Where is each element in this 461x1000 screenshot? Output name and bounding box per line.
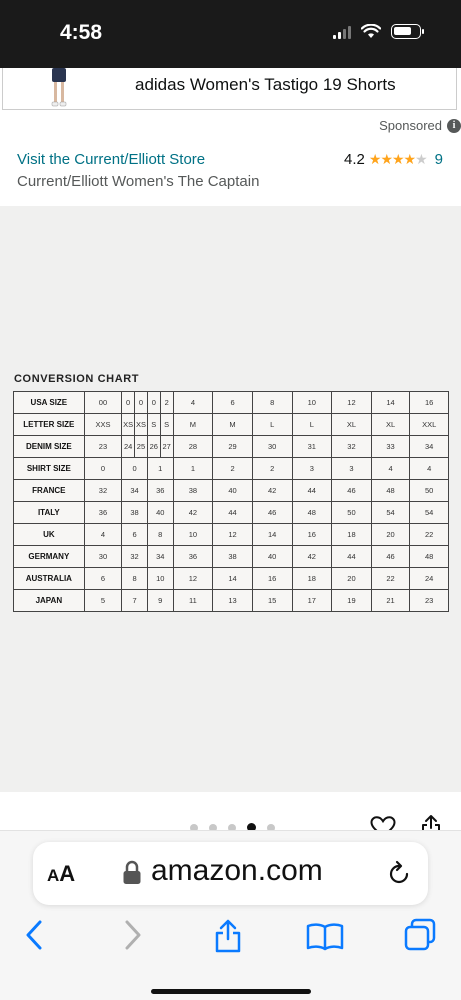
table-cell: 48 [371, 480, 410, 502]
table-row [14, 480, 449, 502]
table-cell: XS [122, 414, 135, 436]
table-cell: 3 [332, 458, 372, 480]
table-cell: 34 [147, 546, 173, 568]
table-cell: L [292, 414, 332, 436]
table-cell: 4 [371, 458, 410, 480]
table-cell: 4 [410, 458, 449, 480]
table-cell: 24 [122, 436, 135, 458]
sponsored-label[interactable] [379, 118, 461, 133]
table-cell: 6 [84, 568, 122, 590]
table-cell: 32 [122, 546, 148, 568]
table-cell: 10 [292, 392, 332, 414]
back-icon[interactable] [24, 919, 44, 951]
table-cell: 38 [122, 502, 148, 524]
table-cell: 34 [122, 480, 148, 502]
table-cell: 0 [147, 392, 160, 414]
table-cell: M [213, 414, 253, 436]
table-row [14, 414, 449, 436]
status-time: 4:58 [60, 21, 103, 44]
table-cell: 32 [84, 480, 122, 502]
share-icon[interactable] [213, 919, 243, 953]
table-cell: 25 [135, 436, 148, 458]
table-cell: 7 [122, 590, 148, 612]
table-row [14, 524, 449, 546]
table-cell: 16 [410, 392, 449, 414]
table-cell: 26 [147, 436, 160, 458]
rating-value: 4.2 [344, 151, 365, 168]
table-cell: 40 [252, 546, 292, 568]
table-cell: 3 [292, 458, 332, 480]
row-label: USA SIZE [14, 392, 85, 414]
table-cell: 5 [84, 590, 122, 612]
table-cell: M [173, 414, 213, 436]
table-cell: 46 [252, 502, 292, 524]
status-icons [333, 24, 421, 39]
table-cell: 2 [213, 458, 253, 480]
table-cell: 44 [332, 546, 372, 568]
table-row [14, 502, 449, 524]
table-cell: 36 [147, 480, 173, 502]
table-cell: XXS [84, 414, 122, 436]
table-cell: 44 [292, 480, 332, 502]
table-cell: 27 [160, 436, 173, 458]
table-cell: 0 [122, 458, 148, 480]
table-cell: 1 [173, 458, 213, 480]
address-bar[interactable] [33, 842, 428, 905]
table-cell: 24 [410, 568, 449, 590]
row-label: LETTER SIZE [14, 414, 85, 436]
table-cell: 38 [213, 546, 253, 568]
table-cell: 32 [332, 436, 372, 458]
table-cell: 34 [410, 436, 449, 458]
table-row [14, 458, 449, 480]
table-cell: 30 [252, 436, 292, 458]
sponsored-product-title[interactable]: adidas Women's Tastigo 19 Shorts [135, 75, 396, 94]
table-cell: L [252, 414, 292, 436]
chart-title: CONVERSION CHART [14, 373, 140, 385]
table-cell: 8 [252, 392, 292, 414]
product-image-gallery[interactable] [0, 206, 461, 792]
table-row [14, 436, 449, 458]
cellular-signal-icon [333, 25, 351, 39]
table-cell: 20 [371, 524, 410, 546]
table-cell: 9 [147, 590, 173, 612]
empty-star: ★ [415, 151, 427, 167]
table-cell: 22 [371, 568, 410, 590]
table-cell: 29 [213, 436, 253, 458]
table-cell: 0 [122, 392, 135, 414]
row-label: AUSTRALIA [14, 568, 85, 590]
row-label: ITALY [14, 502, 85, 524]
product-thumbnail [47, 68, 71, 108]
table-cell: 40 [213, 480, 253, 502]
table-cell: 6 [213, 392, 253, 414]
bookmarks-icon[interactable] [305, 921, 345, 951]
table-cell: 12 [332, 392, 372, 414]
table-cell: 0 [135, 392, 148, 414]
table-cell: 23 [84, 436, 122, 458]
row-label: UK [14, 524, 85, 546]
wifi-icon [361, 24, 381, 39]
product-rating[interactable] [344, 151, 443, 168]
table-cell: 40 [147, 502, 173, 524]
table-cell: 14 [213, 568, 253, 590]
table-cell: 14 [371, 392, 410, 414]
table-cell: 28 [173, 436, 213, 458]
table-row [14, 546, 449, 568]
table-cell: 46 [332, 480, 372, 502]
table-cell: 14 [252, 524, 292, 546]
table-cell: 21 [371, 590, 410, 612]
table-cell: 12 [213, 524, 253, 546]
table-cell: 36 [84, 502, 122, 524]
table-cell: XL [332, 414, 372, 436]
aa-small-letter: A [47, 866, 60, 885]
visit-store-link[interactable]: Visit the Current/Elliott Store [17, 151, 206, 168]
battery-icon [391, 24, 421, 39]
table-cell: 42 [252, 480, 292, 502]
browser-toolbar [0, 830, 461, 1000]
size-conversion-chart [13, 373, 449, 612]
table-cell: 30 [84, 546, 122, 568]
table-cell: 44 [213, 502, 253, 524]
table-cell: 10 [147, 568, 173, 590]
table-cell: 6 [122, 524, 148, 546]
reader-settings-button[interactable] [47, 861, 75, 887]
table-cell: 4 [84, 524, 122, 546]
sponsored-product-banner[interactable] [2, 68, 457, 110]
table-cell: 16 [252, 568, 292, 590]
table-cell: 50 [410, 480, 449, 502]
table-cell: 8 [147, 524, 173, 546]
table-cell: 33 [371, 436, 410, 458]
table-cell: 8 [122, 568, 148, 590]
table-cell: 20 [332, 568, 372, 590]
sponsored-text: Sponsored [379, 118, 442, 133]
table-cell: 11 [173, 590, 213, 612]
table-row [14, 590, 449, 612]
table-cell: XS [135, 414, 148, 436]
table-cell: 1 [147, 458, 173, 480]
table-cell: 00 [84, 392, 122, 414]
table-cell: 38 [173, 480, 213, 502]
row-label: SHIRT SIZE [14, 458, 85, 480]
table-cell: 19 [332, 590, 372, 612]
table-cell: 18 [292, 568, 332, 590]
review-count-link[interactable]: 9 [434, 151, 443, 168]
table-row [14, 568, 449, 590]
table-cell: 42 [292, 546, 332, 568]
table-cell: 54 [410, 502, 449, 524]
table-cell: 2 [252, 458, 292, 480]
table-cell: 42 [173, 502, 213, 524]
table-row [14, 392, 449, 414]
table-cell: 48 [410, 546, 449, 568]
tabs-icon[interactable] [403, 918, 437, 952]
table-cell: 36 [173, 546, 213, 568]
forward-icon[interactable] [123, 919, 143, 951]
table-cell: 46 [371, 546, 410, 568]
product-name: Current/Elliott Women's The Captain [17, 173, 260, 190]
table-cell: 31 [292, 436, 332, 458]
row-label: FRANCE [14, 480, 85, 502]
table-cell: 22 [410, 524, 449, 546]
table-cell: 23 [410, 590, 449, 612]
row-label: JAPAN [14, 590, 85, 612]
aa-big-letter: A [59, 861, 76, 886]
table-cell: 16 [292, 524, 332, 546]
table-cell: 13 [213, 590, 253, 612]
row-label: GERMANY [14, 546, 85, 568]
size-table [13, 391, 449, 612]
table-cell: S [147, 414, 160, 436]
home-indicator[interactable] [151, 989, 311, 994]
table-cell: 4 [173, 392, 213, 414]
table-cell: 18 [332, 524, 372, 546]
table-cell: 17 [292, 590, 332, 612]
row-label: DENIM SIZE [14, 436, 85, 458]
table-cell: 54 [371, 502, 410, 524]
table-cell: 2 [160, 392, 173, 414]
star-rating-icon [369, 151, 427, 168]
status-bar [0, 0, 461, 68]
url-text[interactable]: amazon.com [151, 854, 323, 887]
table-cell: 48 [292, 502, 332, 524]
lock-icon [122, 860, 142, 886]
filled-stars: ★★★★ [368, 151, 416, 167]
table-cell: 50 [332, 502, 372, 524]
table-cell: 15 [252, 590, 292, 612]
reload-icon[interactable] [387, 859, 411, 885]
table-cell: 10 [173, 524, 213, 546]
table-cell: 0 [84, 458, 122, 480]
info-icon[interactable]: i [447, 119, 461, 133]
table-cell: 12 [173, 568, 213, 590]
table-cell: XXL [410, 414, 449, 436]
table-cell: XL [371, 414, 410, 436]
table-cell: S [160, 414, 173, 436]
